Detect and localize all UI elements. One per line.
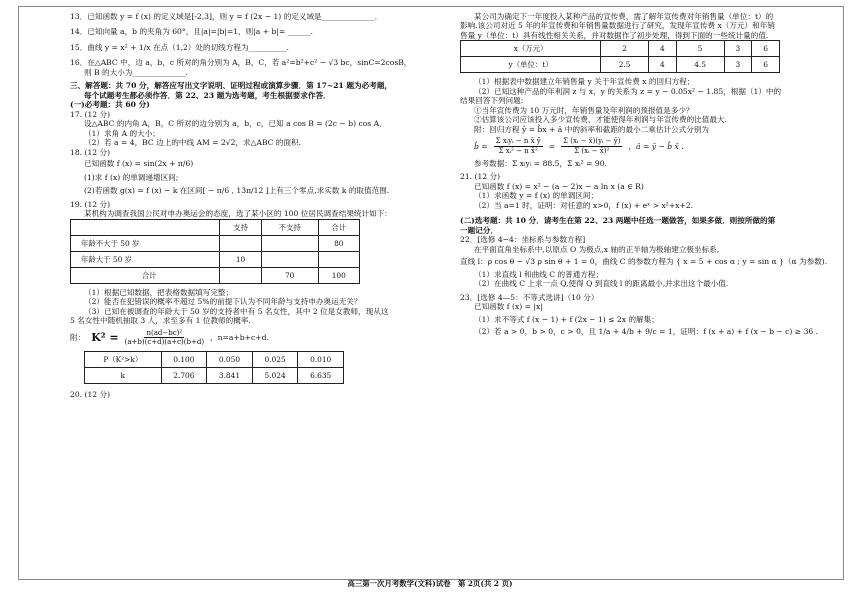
fraction-denominator: Σ (xᵢ − x̄)² xyxy=(574,147,610,156)
question-22-stem-line1: 在平面直角坐标系中,以原点 O 为极点,x 轴的正半轴为极轴建立极坐标系, xyxy=(474,244,720,254)
advertising-data-table xyxy=(460,40,780,73)
question-18-part2: (2)若函数 g(x) = f (x) − k 在区间[ − π/6 , 13π/12 ]上有三个零点,求实数 k 的取值范围. xyxy=(84,186,390,196)
table-cell: 2.706 xyxy=(161,368,207,384)
table-cell: 2 xyxy=(601,41,649,57)
equals-sign: = xyxy=(548,141,556,151)
question-18-head: 18. (12 分) xyxy=(70,147,111,157)
table-cell: 年龄不大于 50 岁 xyxy=(71,235,220,251)
table-header: 0.010 xyxy=(298,352,344,368)
question-20-sub2: ②估算该公司应该投入多少宣传费，才能使得年利润与年宣传费的比值最大. xyxy=(474,115,728,125)
question-20-stem-line3: 售量 y（单位：t）具有线性相关关系，并对数据作了初步处理，得到下面的一些统计量的值. xyxy=(460,30,769,40)
formula-fraction-2 xyxy=(561,137,622,156)
question-19-part3: （3）已知在被调查的年龄大于 50 岁的支持者中有 5 名女性，其中 2 位是女教师，现从这 xyxy=(84,306,389,316)
question-23-head: 23．[选修 4—5：不等式选讲]（10 分） xyxy=(460,292,599,302)
optional-section-heading-line2: 一题记分． xyxy=(460,225,498,235)
table-cell: 2.5 xyxy=(601,57,649,73)
table-row xyxy=(71,219,360,235)
question-18-stem: 已知函数 f (x) = sin(2x + π/6) xyxy=(84,159,194,169)
question-23-part1: （1）求不等式 f (x − 1) + f (2x − 1) ≤ 2x 的解集； xyxy=(474,314,659,324)
table-header: 支持 xyxy=(220,219,261,235)
table-row xyxy=(85,368,344,384)
table-header: y（单位：t） xyxy=(461,57,601,73)
question-22-stem-line2: 直线 l：ρ cos θ − √3 ρ sin θ + 1 = 0，曲线 C 的参数方程为 { x = 5 + cos α ; y = sin α }（α 为参数). xyxy=(460,257,828,267)
a-hat-formula: ，â = ȳ − b̂ x̄ . xyxy=(628,141,684,151)
table-row xyxy=(461,57,780,73)
left-column xyxy=(70,12,412,400)
table-cell: 4 xyxy=(649,57,677,73)
question-22-part2: （2）在曲线 C 上求一点 Q,使得 Q 到直线 l 的距离最小,并求出这个最小值. xyxy=(474,279,729,289)
table-cell: 3 xyxy=(724,57,752,73)
chi-square-formula xyxy=(70,329,370,348)
right-column xyxy=(460,12,828,340)
table-cell xyxy=(261,235,318,251)
table-cell: 6.635 xyxy=(298,368,344,384)
table-row xyxy=(461,41,780,57)
required-questions-heading: (一)必考题：共 60 分) xyxy=(70,100,150,110)
table-cell: 6 xyxy=(752,57,780,73)
table-cell: 4 xyxy=(649,41,677,57)
table-row xyxy=(71,251,360,267)
question-18-part1: (1)求 f (x) 的单调递增区间; xyxy=(84,172,179,182)
table-header: 0.050 xyxy=(207,352,253,368)
table-cell: 4.5 xyxy=(676,57,724,73)
question-17-part1: （1）求角 A 的大小； xyxy=(84,128,160,138)
section-3-heading-line2: 每个试题考生都必须作答．第 22、23 题为选考题，考生根据要求作答． xyxy=(84,90,331,100)
question-22-part1: （1）求直线 l 和曲线 C 的普通方程； xyxy=(474,269,604,279)
table-cell: 合计 xyxy=(71,267,220,283)
question-21-part2: （2）当 a=1 时，证明：对任意的 x>0，f (x) + eˣ > x²+x+2. xyxy=(474,200,694,210)
question-19-part1: （1）根据已知数据，把表格数据填写完整； xyxy=(84,287,234,297)
question-23-stem: 已知函数 f (x) = |x| xyxy=(474,302,543,312)
critical-value-table xyxy=(84,351,344,384)
chi-fraction xyxy=(125,329,204,348)
b-hat-label: b̂ = xyxy=(474,141,488,151)
question-23-part2: （2）若 a > 0，b > 0，c > 0，且 1/a + 4/b + 9/c = 1，证明：f (x + a) + f (x − b − c) ≥ 36 . xyxy=(474,327,819,337)
table-header: 0.025 xyxy=(252,352,298,368)
question-22-head: 22．[选修 4−4：坐标系与参数方程] xyxy=(460,235,586,245)
regression-formula xyxy=(474,137,790,156)
table-cell: 10 xyxy=(220,251,261,267)
optional-section-heading: (二)选考题：共 10 分．请考生在第 22、23 两题中任选一题做答，如果多做．则按所做的第 xyxy=(460,216,776,226)
table-row xyxy=(71,267,360,283)
table-cell xyxy=(261,251,318,267)
table-cell: 100 xyxy=(318,267,359,283)
question-14: 14．已知向量 a，b 的夹角为 60°，且|a|=|b|=1，则|a + b|= ______. xyxy=(70,27,313,37)
fraction-numerator: Σ xᵢyᵢ − n x̄ ȳ xyxy=(495,137,541,146)
question-19-part2: （2）能否在犯错误的概率不超过 5%的前提下认为不同年龄与支持申办奥运无关？ xyxy=(84,297,362,307)
chi-numerator: n(ad−bc)² xyxy=(146,328,183,337)
table-header: 合计 xyxy=(318,219,359,235)
question-20-stem-line1: 某公司为确定下一年度投入某种产品的宣传费，需了解年宣传费对年销售量（单位：t）的 xyxy=(474,12,774,21)
table-header: 0.100 xyxy=(161,352,207,368)
formula-fraction-1 xyxy=(494,137,543,156)
question-21-part1: （1）求函数 y = f (x) 的单调区间； xyxy=(474,191,599,201)
table-cell: 80 xyxy=(318,235,359,251)
table-cell: 6 xyxy=(752,41,780,57)
regression-note: 附：回归方程 ŷ = b̂x + â 中的斜率和截距的最小二乘估计公式分别为 xyxy=(474,124,710,134)
survey-table xyxy=(70,219,360,284)
question-16-line2: 则 B 的大小为______________. xyxy=(84,67,188,77)
table-header: x（万元） xyxy=(461,41,601,57)
table-row xyxy=(85,352,344,368)
table-row xyxy=(71,235,360,251)
k2-symbol: K² = xyxy=(91,331,119,345)
question-15: 15．曲线 y = x² + 1/x 在点（1,2）处的切线方程为__________. xyxy=(70,42,289,52)
table-header xyxy=(71,219,220,235)
table-cell: 3 xyxy=(724,41,752,57)
chi-denominator: (a+b)(c+d)(a+c)(b+d) xyxy=(124,338,205,347)
question-20-stem-line2: 影响.该公司对近 5 年的年宣传费和年销售量数据进行了研究，发现年宣传费 x（万元）和年销 xyxy=(460,21,775,31)
table-cell: 3.841 xyxy=(207,368,253,384)
question-19-stem: 某机构为调查我国公民对申办奥运会的态度，选了某小区的 100 位居民调查结果统计如下： xyxy=(84,209,392,219)
question-19-part3-cont: 5 名女性中随机抽取 3 人，求至多有 1 位教师的概率. xyxy=(70,316,251,326)
question-17-head: 17. (12 分) xyxy=(70,109,111,119)
reference-data: 参考数据：Σ xᵢyᵢ = 88.5，Σ xᵢ² = 90. xyxy=(474,158,607,168)
fraction-numerator: Σ (xᵢ − x̄)(yᵢ − ȳ) xyxy=(563,137,621,146)
table-header: P（K²>k） xyxy=(85,352,162,368)
question-21-head: 21. (12 分) xyxy=(460,172,501,182)
table-cell: 70 xyxy=(261,267,318,283)
question-20-sub1: ①当年宣传费为 10 万元时，年销售量及年利润的预报值是多少？ xyxy=(474,105,694,115)
table-cell xyxy=(220,235,261,251)
question-21-stem: 已知函数 f (x) = x² − (a − 2)x − a ln x (a ∈ R) xyxy=(474,181,644,191)
question-20-part1: （1）根据表中数据建立年销售量 y 关于年宣传费 x 的回归方程； xyxy=(474,77,695,87)
question-16-line1: 16．在△ABC 中，边 a，b，c 所对的角分别为 A，B，C，若 a²=b²+c² − √3 bc，sinC=2cosB， xyxy=(70,58,412,68)
question-13: 13．已知函数 y = f (x) 的定义域是[-2,3]，则 y = f (2x − 1) 的定义域是______________． xyxy=(70,12,383,21)
table-cell: k xyxy=(85,368,162,384)
table-cell xyxy=(220,267,261,283)
table-cell: 5 xyxy=(676,41,724,57)
formula-prefix: 附： xyxy=(70,333,86,343)
question-17-part2: （2）若 a = 4，BC 边上的中线 AM = 2√2，求△ABC 的面积. xyxy=(84,138,302,148)
table-cell xyxy=(318,251,359,267)
question-20-part2: （2）已知这种产品的年利润 z 与 x，y 的关系为 z = y − 0.05x² − 1.85，根据（1）中的 xyxy=(474,86,782,96)
table-header: 不支持 xyxy=(261,219,318,235)
formula-suffix: ，n=a+b+c+d. xyxy=(210,333,269,343)
page-footer: 高三第一次月考数学(文科)试卷 第 2页(共 2 页) xyxy=(347,579,513,588)
fraction-denominator: Σ xᵢ² − n x̄² xyxy=(498,147,538,156)
table-cell: 年龄大于 50 岁 xyxy=(71,251,220,267)
section-3-heading: 三、解答题：共 70 分，解答应写出文字说明、证明过程或演算步骤．第 17~21 题为必考题， xyxy=(70,81,393,91)
table-cell: 5.024 xyxy=(252,368,298,384)
question-19-head: 19. (12 分) xyxy=(70,199,111,209)
question-20-part2-cont: 结果回答下列问题: xyxy=(460,96,524,106)
question-20-head: 20. (12 分) xyxy=(70,390,111,400)
question-17-stem: 设△ABC 的内角 A，B，C 所对的边分别为 a，b，c，已知 a cos B = (2c − b) cos A． xyxy=(84,119,387,129)
